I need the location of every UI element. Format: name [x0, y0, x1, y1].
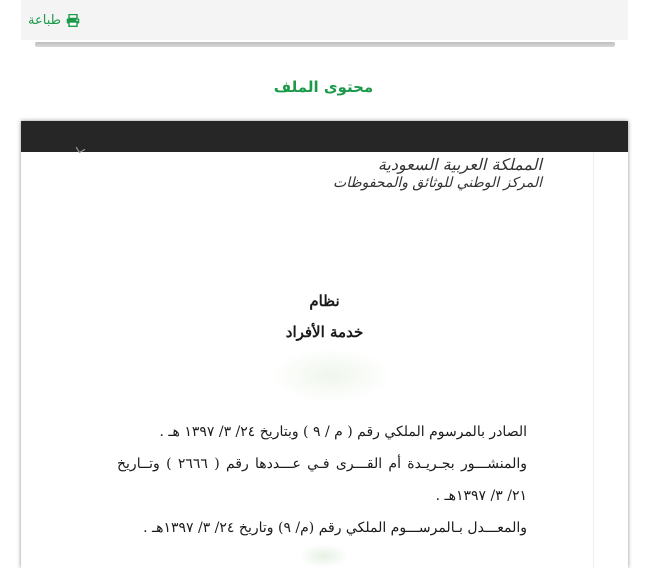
letterhead-line2: المركز الوطني للوثائق والمحفوظات	[333, 175, 542, 191]
document-title	[21, 292, 628, 341]
document-title-line1: نظام	[309, 292, 340, 310]
letterhead-line1: المملكة العربية السعودية	[377, 155, 542, 174]
print-label: طباعة	[28, 13, 61, 28]
page-edge	[593, 152, 594, 568]
document-body	[117, 418, 527, 546]
toolbar-divider	[35, 42, 615, 47]
printer-icon	[66, 14, 80, 27]
body-line: والمنشـــور بجـريـدة أم القـــرى فـي عـــددها رقم ( ٢٦٦٦ ) وتــاريخ	[117, 456, 527, 472]
faint-stamp	[271, 348, 391, 403]
top-bar	[21, 0, 628, 40]
document-viewer[interactable]	[21, 121, 628, 568]
document-title-line2: خدمة الأفراد	[285, 323, 364, 341]
body-line: الصادر بالمرسوم الملكي رقم ( م / ٩ ) وبتاريخ ٢٤/ ٣/ ١٣٩٧ هـ .	[159, 424, 527, 440]
document-page	[21, 152, 628, 568]
viewer-toolbar	[21, 121, 628, 152]
section-title: محتوى الملف	[273, 78, 374, 96]
body-line: ٢١/ ٣/ ١٣٩٧هـ .	[435, 488, 527, 504]
print-button[interactable]	[28, 13, 80, 28]
letterhead	[333, 155, 542, 191]
body-line: والمعـــدل بـالمرســـوم الملكي رقم (م/ ٩) وتاريخ ٢٤/ ٣/ ١٣٩٧هـ .	[143, 520, 527, 536]
faint-stamp-bottom	[299, 544, 349, 568]
